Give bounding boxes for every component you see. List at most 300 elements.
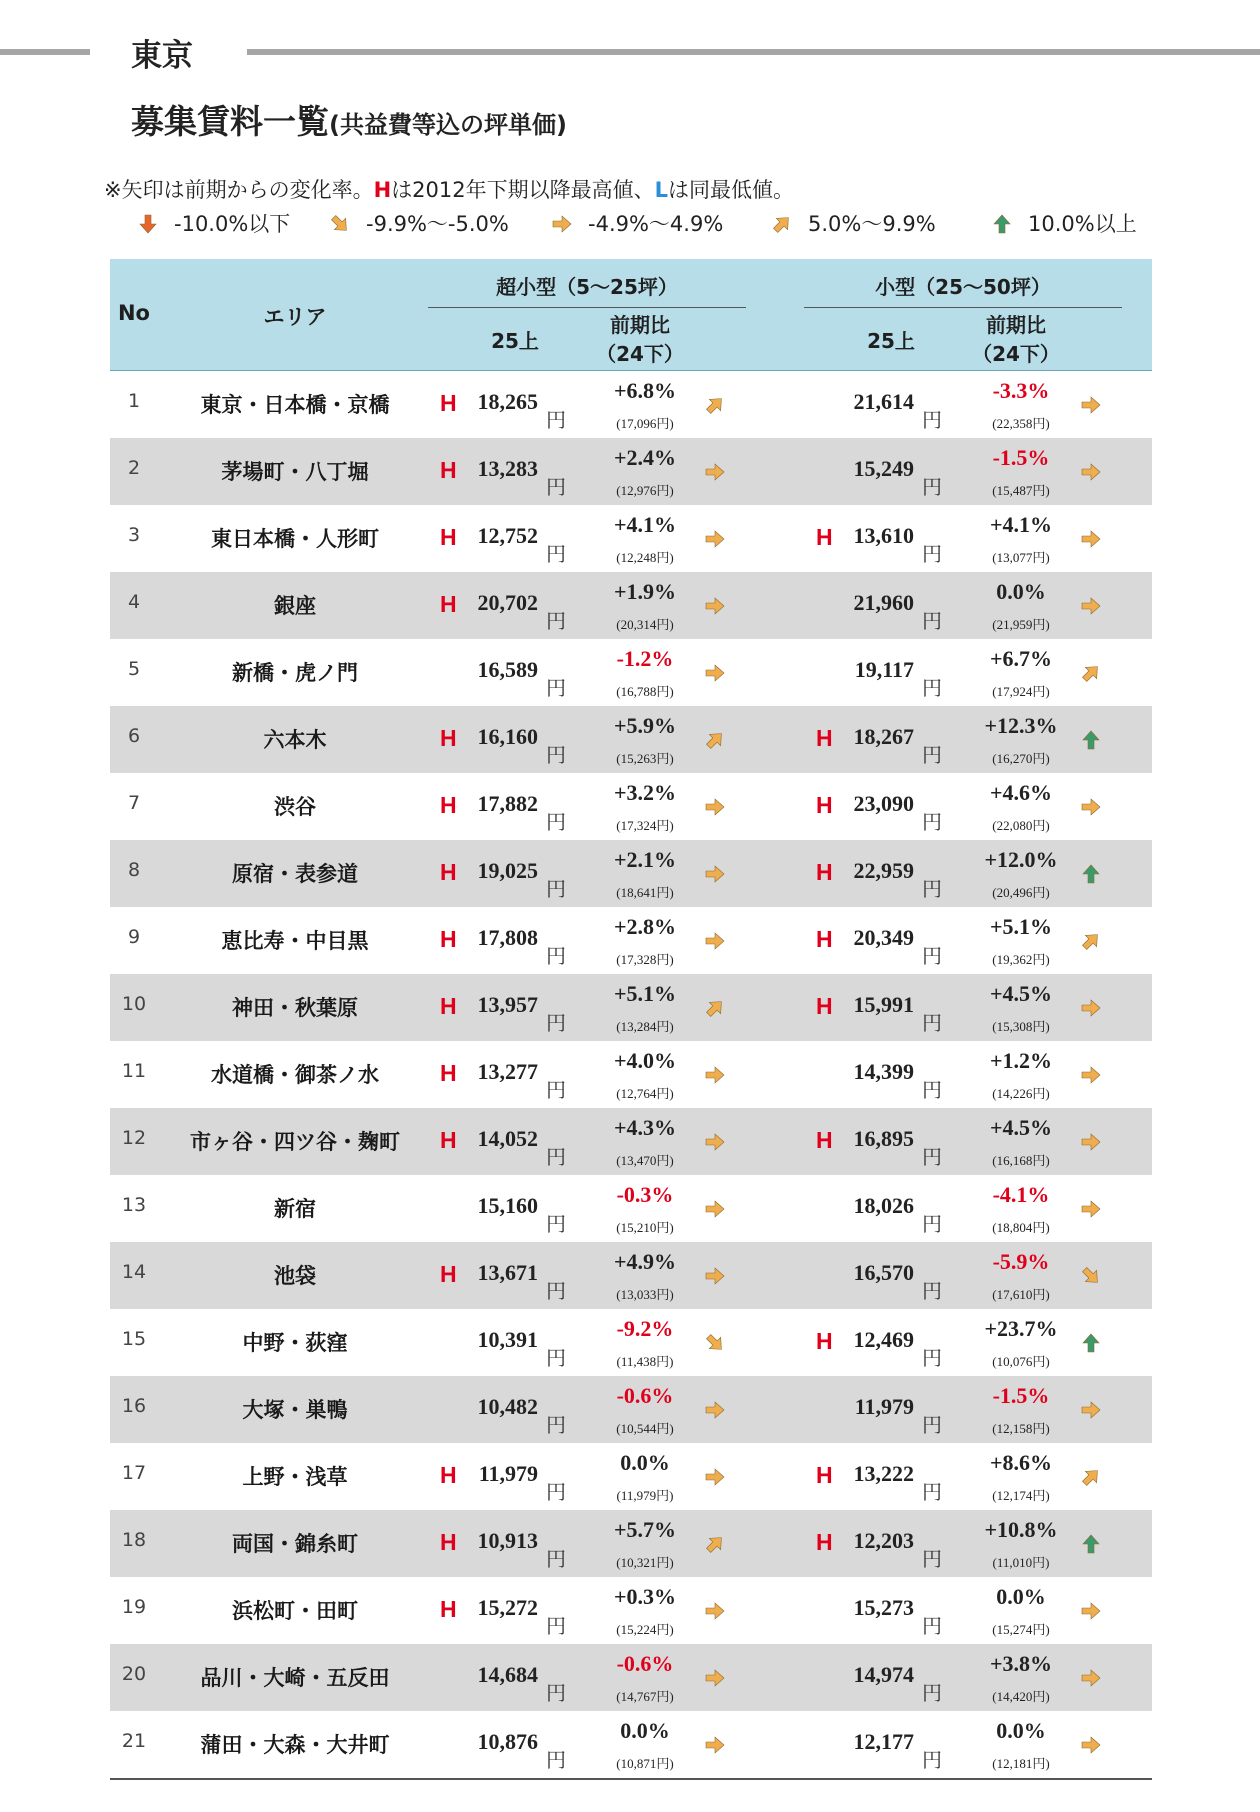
change-rate-extra-small: +4.0% xyxy=(613,1048,677,1073)
prev-value-extra-small: (11,438円) xyxy=(616,1354,674,1369)
rent-value-small: 12,177 xyxy=(853,1729,914,1754)
arrow-right-icon xyxy=(703,1197,727,1221)
header-group-extra-small: 超小型（5～25坪） xyxy=(496,275,678,299)
table-row xyxy=(110,1041,1152,1108)
high-flag-extra-small: H xyxy=(440,390,457,416)
yen-unit: 円 xyxy=(922,1212,942,1236)
rent-value-extra-small: 17,808 xyxy=(477,925,538,950)
yen-unit: 円 xyxy=(922,542,942,566)
row-area: 蒲田・大森・大井町 xyxy=(200,1733,390,1757)
trend-arrow-small xyxy=(1079,1264,1103,1288)
prev-value-extra-small: (20,314円) xyxy=(616,617,674,632)
table-row xyxy=(110,1309,1152,1376)
arrow-right-icon xyxy=(1079,460,1103,484)
high-flag-extra-small: H xyxy=(440,926,457,952)
trend-arrow-small xyxy=(1079,527,1103,551)
arrow-right-icon xyxy=(1079,1197,1103,1221)
arrow-up-right-icon xyxy=(1079,661,1103,685)
trend-arrow-extra-small xyxy=(703,1331,727,1355)
high-flag-extra-small: H xyxy=(440,792,457,818)
rent-value-small: 14,974 xyxy=(853,1662,914,1687)
row-no: 10 xyxy=(121,993,147,1015)
rent-value-extra-small: 14,684 xyxy=(477,1662,538,1687)
rent-value-small: 21,960 xyxy=(853,590,914,615)
trend-arrow-extra-small xyxy=(703,1130,727,1154)
trend-arrow-small xyxy=(1079,594,1103,618)
row-no: 14 xyxy=(121,1261,147,1283)
row-area: 恵比寿・中目黒 xyxy=(221,929,369,953)
yen-unit: 円 xyxy=(546,609,566,633)
high-flag-small: H xyxy=(816,859,833,885)
legend-label: -4.9%～4.9% xyxy=(588,212,724,236)
change-rate-small: +23.7% xyxy=(984,1316,1058,1341)
row-area: 品川・大崎・五反田 xyxy=(200,1666,390,1690)
row-area: 新宿 xyxy=(274,1197,316,1221)
arrow-right-icon xyxy=(703,527,727,551)
change-rate-small: +12.0% xyxy=(984,847,1058,872)
high-flag-extra-small: H xyxy=(440,457,457,483)
row-no: 11 xyxy=(121,1060,147,1082)
arrow-right-icon xyxy=(703,1264,727,1288)
prev-value-small: (14,420円) xyxy=(992,1689,1050,1704)
prev-value-small: (16,168円) xyxy=(992,1153,1050,1168)
header-area: エリア xyxy=(263,305,327,329)
prev-value-extra-small: (17,096円) xyxy=(616,416,674,431)
rent-value-small: 22,959 xyxy=(853,858,914,883)
legend-label: 5.0%～9.9% xyxy=(808,212,936,236)
header-no: No xyxy=(117,301,150,325)
arrow-up-icon xyxy=(1079,728,1103,752)
trend-arrow-extra-small xyxy=(703,661,727,685)
rent-value-small: 19,117 xyxy=(854,657,914,682)
change-rate-extra-small: +1.9% xyxy=(613,579,677,604)
arrow-right-icon xyxy=(1079,1063,1103,1087)
prev-value-small: (10,076円) xyxy=(992,1354,1050,1369)
arrow-up-right-icon xyxy=(703,728,727,752)
trend-arrow-extra-small xyxy=(703,996,727,1020)
arrow-right-icon xyxy=(703,1666,727,1690)
rent-value-small: 23,090 xyxy=(853,791,914,816)
yen-unit: 円 xyxy=(922,810,942,834)
table-row xyxy=(110,572,1152,639)
arrow-right-icon xyxy=(703,1398,727,1422)
arrow-right-icon xyxy=(550,212,574,236)
change-rate-extra-small: +2.4% xyxy=(613,445,677,470)
rent-value-extra-small: 11,979 xyxy=(478,1461,538,1486)
yen-unit: 円 xyxy=(546,810,566,834)
arrow-up-icon xyxy=(1079,1532,1103,1556)
yen-unit: 円 xyxy=(546,1145,566,1169)
table-row xyxy=(110,505,1152,572)
change-rate-small: +4.5% xyxy=(989,981,1053,1006)
prev-value-small: (21,959円) xyxy=(992,617,1050,632)
yen-unit: 円 xyxy=(546,1078,566,1102)
arrow-right-icon xyxy=(703,460,727,484)
trend-arrow-extra-small xyxy=(703,862,727,886)
prev-value-extra-small: (12,248円) xyxy=(616,550,674,565)
trend-arrow-small xyxy=(1079,1465,1103,1489)
row-no: 2 xyxy=(127,457,141,479)
yen-unit: 円 xyxy=(922,1413,942,1437)
yen-unit: 円 xyxy=(922,1011,942,1035)
row-area: 両国・錦糸町 xyxy=(232,1532,358,1556)
prev-value-small: (22,080円) xyxy=(992,818,1050,833)
change-rate-small: -5.9% xyxy=(992,1249,1050,1274)
arrow-up-right-icon xyxy=(703,1532,727,1556)
change-rate-extra-small: +0.3% xyxy=(613,1584,677,1609)
rent-value-small: 16,895 xyxy=(853,1126,914,1151)
yen-unit: 円 xyxy=(546,1011,566,1035)
rent-value-small: 15,991 xyxy=(853,992,914,1017)
rent-value-extra-small: 18,265 xyxy=(477,389,538,414)
row-no: 3 xyxy=(127,524,141,546)
arrow-right-icon xyxy=(703,1130,727,1154)
change-rate-small: +4.5% xyxy=(989,1115,1053,1140)
row-no: 7 xyxy=(127,792,141,814)
legend-item-down xyxy=(136,209,290,239)
arrow-up-icon xyxy=(1079,862,1103,886)
prev-value-extra-small: (13,033円) xyxy=(616,1287,674,1302)
rent-value-extra-small: 10,482 xyxy=(477,1394,538,1419)
trend-arrow-extra-small xyxy=(703,1599,727,1623)
header-prev-extra-small xyxy=(580,311,700,369)
change-rate-small: 0.0% xyxy=(996,1718,1046,1743)
yen-unit: 円 xyxy=(922,1681,942,1705)
rent-value-small: 11,979 xyxy=(854,1394,914,1419)
rent-value-extra-small: 10,391 xyxy=(477,1327,538,1352)
yen-unit: 円 xyxy=(546,1346,566,1370)
arrow-up-icon xyxy=(990,212,1014,236)
row-area: 水道橋・御茶ノ水 xyxy=(211,1063,379,1087)
trend-arrow-small xyxy=(1079,1331,1103,1355)
trend-arrow-extra-small xyxy=(703,594,727,618)
yen-unit: 円 xyxy=(922,1145,942,1169)
change-rate-extra-small: -9.2% xyxy=(616,1316,674,1341)
header-current-extra-small: 25上 xyxy=(491,329,539,353)
yen-unit: 円 xyxy=(922,676,942,700)
prev-value-extra-small: (13,470円) xyxy=(616,1153,674,1168)
high-flag-small: H xyxy=(816,524,833,550)
trend-arrow-small xyxy=(1079,1197,1103,1221)
yen-unit: 円 xyxy=(546,877,566,901)
row-no: 19 xyxy=(121,1596,147,1618)
legend-label: -10.0%以下 xyxy=(174,212,291,236)
trend-arrow-extra-small xyxy=(703,728,727,752)
arrow-right-icon xyxy=(1079,1733,1103,1757)
rent-value-extra-small: 14,052 xyxy=(477,1126,538,1151)
trend-arrow-small xyxy=(1079,1063,1103,1087)
yen-unit: 円 xyxy=(546,676,566,700)
prev-value-extra-small: (15,210円) xyxy=(616,1220,674,1235)
row-area: 池袋 xyxy=(274,1264,316,1288)
prev-value-extra-small: (10,544円) xyxy=(616,1421,674,1436)
rent-value-extra-small: 10,913 xyxy=(477,1528,538,1553)
change-rate-small: 0.0% xyxy=(996,1584,1046,1609)
arrow-right-icon xyxy=(1079,393,1103,417)
high-flag-extra-small: H xyxy=(440,1462,457,1488)
rent-value-small: 13,222 xyxy=(853,1461,914,1486)
legend-item-right xyxy=(550,209,723,239)
row-no: 16 xyxy=(121,1395,147,1417)
trend-arrow-small xyxy=(1079,1532,1103,1556)
table-row xyxy=(110,706,1152,773)
row-area: 上野・浅草 xyxy=(242,1465,348,1489)
yen-unit: 円 xyxy=(922,408,942,432)
legend-label: 10.0%以上 xyxy=(1028,212,1137,236)
rent-value-extra-small: 13,671 xyxy=(477,1260,538,1285)
table-row xyxy=(110,1443,1152,1510)
change-rate-extra-small: +6.8% xyxy=(613,378,677,403)
trend-arrow-extra-small xyxy=(703,929,727,953)
rent-value-extra-small: 20,702 xyxy=(477,590,538,615)
change-rate-extra-small: +2.8% xyxy=(613,914,677,939)
change-rate-extra-small: +5.1% xyxy=(613,981,677,1006)
trend-arrow-small xyxy=(1079,661,1103,685)
prev-value-small: (12,181円) xyxy=(992,1756,1050,1771)
yen-unit: 円 xyxy=(922,475,942,499)
trend-arrow-small xyxy=(1079,728,1103,752)
arrow-right-icon xyxy=(1079,527,1103,551)
row-area: 銀座 xyxy=(274,594,316,618)
high-flag-small: H xyxy=(816,1127,833,1153)
trend-arrow-extra-small xyxy=(703,527,727,551)
arrow-down-icon xyxy=(136,212,160,236)
high-flag-extra-small: H xyxy=(440,993,457,1019)
row-area: 浜松町・田町 xyxy=(232,1599,358,1623)
rent-value-extra-small: 15,272 xyxy=(477,1595,538,1620)
arrow-right-icon xyxy=(703,1465,727,1489)
prev-value-extra-small: (12,764円) xyxy=(616,1086,674,1101)
prev-value-small: (20,496円) xyxy=(992,885,1050,900)
arrow-right-icon xyxy=(703,661,727,685)
change-rate-small: +4.6% xyxy=(989,780,1053,805)
arrow-up-right-icon xyxy=(1079,929,1103,953)
header-prev-line1: 前期比 xyxy=(986,313,1046,337)
header-rule-left xyxy=(0,49,90,55)
prev-value-small: (17,610円) xyxy=(992,1287,1050,1302)
high-flag-extra-small: H xyxy=(440,1529,457,1555)
arrow-down-right-icon xyxy=(703,1331,727,1355)
change-rate-small: +6.7% xyxy=(989,646,1053,671)
prev-value-extra-small: (15,224円) xyxy=(616,1622,674,1637)
high-flag-extra-small: H xyxy=(440,1596,457,1622)
trend-arrow-small xyxy=(1079,996,1103,1020)
page-title xyxy=(131,100,567,147)
table-row xyxy=(110,639,1152,706)
yen-unit: 円 xyxy=(546,944,566,968)
table-row xyxy=(110,1644,1152,1711)
table-row xyxy=(110,1577,1152,1644)
high-flag-small: H xyxy=(816,1462,833,1488)
note-l-text: は同最低値。 xyxy=(668,178,795,202)
high-flag-extra-small: H xyxy=(440,1127,457,1153)
row-area: 東京・日本橋・京橋 xyxy=(200,393,390,417)
yen-unit: 円 xyxy=(546,475,566,499)
high-flag-extra-small: H xyxy=(440,1261,457,1287)
rent-value-extra-small: 13,283 xyxy=(477,456,538,481)
legend-item-up-right xyxy=(770,209,936,239)
trend-arrow-extra-small xyxy=(703,1465,727,1489)
change-rate-small: -3.3% xyxy=(992,378,1050,403)
high-flag-small: H xyxy=(816,993,833,1019)
rent-value-extra-small: 13,957 xyxy=(477,992,538,1017)
yen-unit: 円 xyxy=(922,1480,942,1504)
change-rate-small: +3.8% xyxy=(989,1651,1053,1676)
arrow-up-icon xyxy=(1079,1331,1103,1355)
row-no: 17 xyxy=(121,1462,147,1484)
row-no: 15 xyxy=(121,1328,147,1350)
prev-value-small: (12,158円) xyxy=(992,1421,1050,1436)
prev-value-small: (18,804円) xyxy=(992,1220,1050,1235)
legend-item-down-right xyxy=(328,209,509,239)
table-row xyxy=(110,773,1152,840)
high-flag-small: H xyxy=(816,926,833,952)
prev-value-small: (16,270円) xyxy=(992,751,1050,766)
row-no: 9 xyxy=(127,926,141,948)
prev-value-extra-small: (14,767円) xyxy=(616,1689,674,1704)
change-rate-small: +1.2% xyxy=(989,1048,1053,1073)
yen-unit: 円 xyxy=(546,1681,566,1705)
yen-unit: 円 xyxy=(922,1346,942,1370)
trend-arrow-small xyxy=(1079,393,1103,417)
change-rate-small: +12.3% xyxy=(984,713,1058,738)
rent-value-small: 16,570 xyxy=(853,1260,914,1285)
change-rate-extra-small: +5.7% xyxy=(613,1517,677,1542)
row-area: 神田・秋葉原 xyxy=(232,996,358,1020)
arrow-down-right-icon xyxy=(1079,1264,1103,1288)
arrow-right-icon xyxy=(703,929,727,953)
arrow-right-icon xyxy=(703,795,727,819)
high-flag-extra-small: H xyxy=(440,1060,457,1086)
note-prefix: ※矢印は前期からの変化率。 xyxy=(104,178,374,202)
change-rate-extra-small: +2.1% xyxy=(613,847,677,872)
table-row xyxy=(110,840,1152,907)
note-h-letter: H xyxy=(373,178,392,202)
high-flag-small: H xyxy=(816,725,833,751)
group-divider-extra-small xyxy=(428,307,746,308)
row-area: 渋谷 xyxy=(274,795,316,819)
header-prev-small xyxy=(956,311,1076,369)
city-heading: 東京 xyxy=(131,38,193,74)
rent-value-extra-small: 10,876 xyxy=(477,1729,538,1754)
rent-value-small: 15,273 xyxy=(853,1595,914,1620)
arrow-right-icon xyxy=(703,862,727,886)
prev-value-extra-small: (15,263円) xyxy=(616,751,674,766)
change-rate-extra-small: -0.6% xyxy=(616,1383,674,1408)
row-area: 原宿・表参道 xyxy=(232,862,358,886)
row-no: 8 xyxy=(127,859,141,881)
prev-value-small: (12,174円) xyxy=(992,1488,1050,1503)
yen-unit: 円 xyxy=(546,1212,566,1236)
change-rate-extra-small: -0.3% xyxy=(616,1182,674,1207)
trend-arrow-small xyxy=(1079,862,1103,886)
title-sub: (共益費等込の坪単価) xyxy=(329,111,567,139)
trend-arrow-extra-small xyxy=(703,1733,727,1757)
change-rate-extra-small: 0.0% xyxy=(620,1450,670,1475)
change-rate-extra-small: +5.9% xyxy=(613,713,677,738)
table-row xyxy=(110,974,1152,1041)
prev-value-small: (13,077円) xyxy=(992,550,1050,565)
rent-value-extra-small: 12,752 xyxy=(477,523,538,548)
row-area: 六本木 xyxy=(263,728,327,752)
change-rate-extra-small: -0.6% xyxy=(616,1651,674,1676)
table-header xyxy=(110,259,1152,371)
row-no: 1 xyxy=(127,390,141,412)
rent-value-small: 14,399 xyxy=(853,1059,914,1084)
arrow-right-icon xyxy=(703,1063,727,1087)
change-rate-extra-small: 0.0% xyxy=(620,1718,670,1743)
rent-table xyxy=(110,259,1152,1780)
table-row xyxy=(110,1376,1152,1443)
yen-unit: 円 xyxy=(922,1078,942,1102)
row-no: 20 xyxy=(121,1663,147,1685)
rent-value-extra-small: 16,160 xyxy=(477,724,538,749)
yen-unit: 円 xyxy=(922,1279,942,1303)
table-row xyxy=(110,1108,1152,1175)
rent-value-extra-small: 17,882 xyxy=(477,791,538,816)
row-area: 茅場町・八丁堀 xyxy=(221,460,369,484)
change-rate-extra-small: -1.2% xyxy=(616,646,674,671)
change-rate-small: 0.0% xyxy=(996,579,1046,604)
rent-value-small: 12,203 xyxy=(853,1528,914,1553)
trend-arrow-extra-small xyxy=(703,1666,727,1690)
prev-value-small: (11,010円) xyxy=(992,1555,1050,1570)
table-row xyxy=(110,1175,1152,1242)
trend-arrow-small xyxy=(1079,1130,1103,1154)
change-rate-small: +5.1% xyxy=(989,914,1053,939)
arrow-down-right-icon xyxy=(328,212,352,236)
note-h-text: は2012年下期以降最高値、 xyxy=(391,178,655,202)
trend-arrow-small xyxy=(1079,1666,1103,1690)
header-prev-line1: 前期比 xyxy=(610,313,670,337)
rent-value-extra-small: 16,589 xyxy=(477,657,538,682)
yen-unit: 円 xyxy=(546,1614,566,1638)
rent-value-small: 18,026 xyxy=(853,1193,914,1218)
change-rate-extra-small: +3.2% xyxy=(613,780,677,805)
prev-value-small: (19,362円) xyxy=(992,952,1050,967)
arrow-right-icon xyxy=(1079,1130,1103,1154)
table-row xyxy=(110,1510,1152,1577)
trend-arrow-extra-small xyxy=(703,1264,727,1288)
header-current-small: 25上 xyxy=(867,329,915,353)
table-row xyxy=(110,438,1152,505)
arrow-up-right-icon xyxy=(770,212,794,236)
yen-unit: 円 xyxy=(922,1547,942,1571)
row-no: 4 xyxy=(127,591,141,613)
change-rate-small: -4.1% xyxy=(992,1182,1050,1207)
prev-value-small: (22,358円) xyxy=(992,416,1050,431)
yen-unit: 円 xyxy=(546,542,566,566)
change-rate-extra-small: +4.3% xyxy=(613,1115,677,1140)
arrow-right-icon xyxy=(1079,1398,1103,1422)
rent-value-small: 21,614 xyxy=(853,389,914,414)
yen-unit: 円 xyxy=(922,877,942,901)
arrow-right-icon xyxy=(703,1599,727,1623)
row-area: 中野・荻窪 xyxy=(242,1331,348,1355)
table-row xyxy=(110,907,1152,974)
prev-value-extra-small: (16,788円) xyxy=(616,684,674,699)
change-rate-small: -1.5% xyxy=(992,445,1050,470)
table-row xyxy=(110,371,1152,438)
header-rule-right xyxy=(247,49,1260,55)
rent-value-small: 15,249 xyxy=(853,456,914,481)
row-area: 大塚・巣鴨 xyxy=(242,1398,348,1422)
trend-arrow-small xyxy=(1079,929,1103,953)
change-rate-small: +8.6% xyxy=(989,1450,1053,1475)
rent-value-small: 18,267 xyxy=(853,724,914,749)
trend-arrow-small xyxy=(1079,1733,1103,1757)
yen-unit: 円 xyxy=(546,1748,566,1772)
